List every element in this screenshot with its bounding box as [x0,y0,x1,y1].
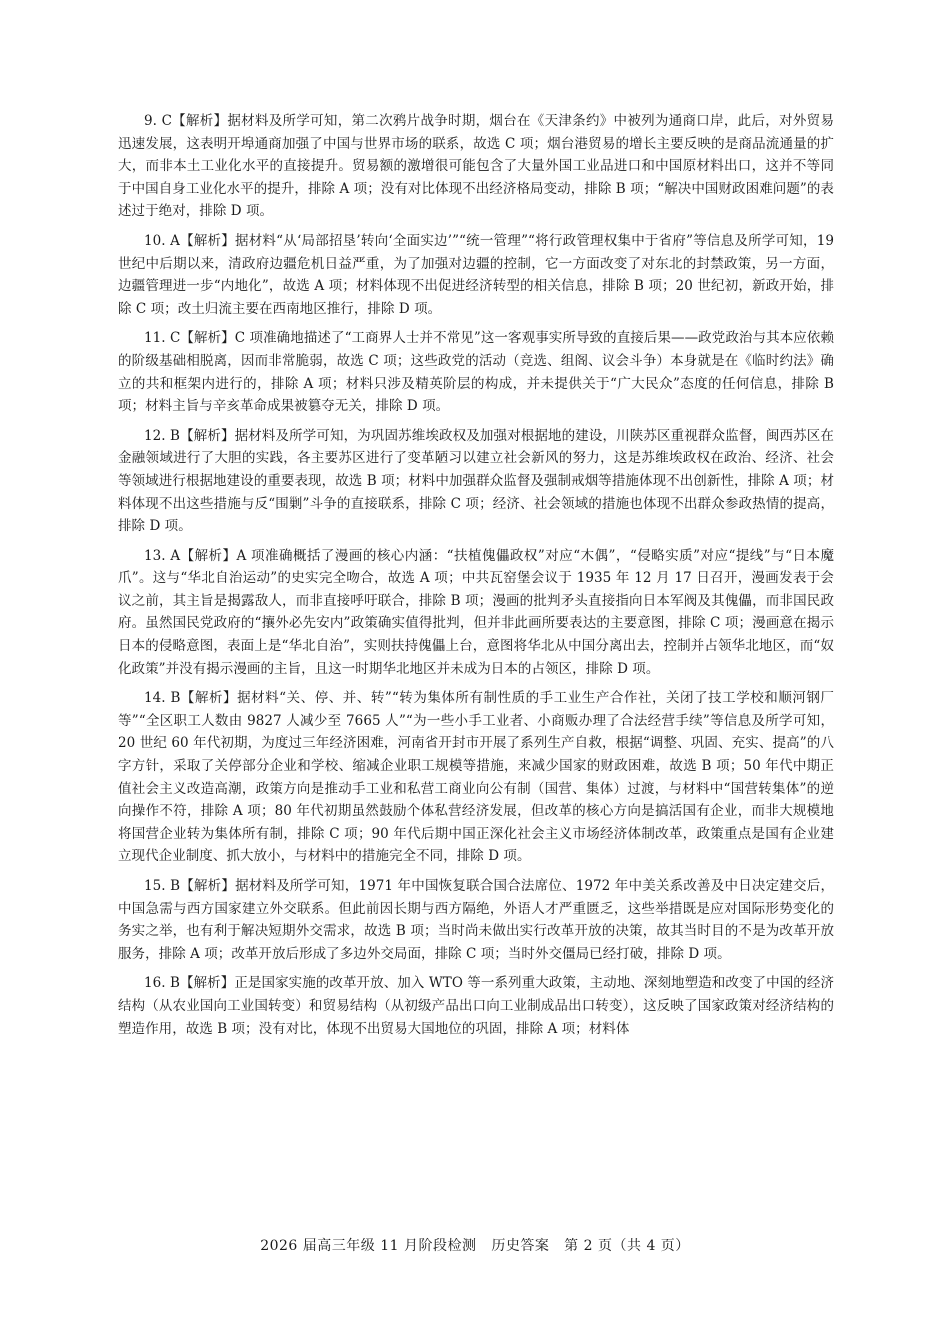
page-footer: 2026 届高三年级 11 月阶段检测 历史答案 第 2 页（共 4 页） [260,1238,690,1254]
answer-16: 16. B【解析】正是国家实施的改革开放、加入 WTO 等一系列重大政策，主动地、深刻地塑造和改变了中国的经济结构（从农业国向工业国转变）和贸易结构（从初级产品出口向工业制成品出口转变），这反映了国家政策对经济结构的塑造作用，故选 B 项；没有对比，体现不出贸易大国地位的巩固，排除 A 项；材料体 [118,975,834,1037]
answer-13: 13. A【解析】A 项准确概括了漫画的核心内涵：“扶植傀儡政权”对应“木偶”，“侵略实质”对应“提线”与“日本魔爪”。这与“华北自治运动”的史实完全吻合，故选 A 项；中共瓦窑堡会议于 1935 年 12 月 17 日召开，漫画发表于会议之前，其主旨是揭露敌人，而非直接呼吁联合，排除 B 项；漫画的批判矛头直接指向日本军阀及其傀儡，而非国民政府。虽然国民党政府的“攘外必先安内”政策确实值得批判，但并非此画所要表达的主要意图，排除 C 项；漫画意在揭示日本的侵略意图，表面上是“华北自治”，实则扶持傀儡上台，意图将华北从中国分离出去，控制并占领华北地区，而“奴化政策”并没有揭示漫画的主旨，且这一时期华北地区并未成为日本的占领区，排除 D 项。 [118,547,834,677]
answer-15: 15. B【解析】据材料及所学可知，1971 年中国恢复联合国合法席位、1972 年中美关系改善及中日决定建交后，中国急需与西方国家建立外交联系。但此前因长期与西方隔绝，外语人才严重匮乏，这些举措既是应对国际形势变化的务实之举，也有利于解决短期外交需求，故选 B 项；当时尚未做出实行改革开放的决策，故其当时目的不是为改革开放服务，排除 A 项；改革开放后形成了多边外交局面，排除 C 项；当时外交僵局已经打破，排除 D 项。 [118,878,834,962]
answer-10: 10. A【解析】据材料“从‘局部招垦’转向‘全面实边’”“统一管理”“将行政管理权集中于省府”等信息及所学可知，19 世纪中后期以来，清政府边疆危机日益严重，为了加强对边疆的控制，它一方面改变了对东北的封禁政策，另一方面，边疆管理进一步“内地化”，故选 A 项；材料体现不出促进经济转型的相关信息，排除 B 项；20 世纪初，新政开始，排除 C 项；改土归流主要在西南地区推行，排除 D 项。 [118,232,834,317]
answer-content [118,110,834,1047]
answer-14: 14. B【解析】据材料“关、停、并、转”“转为集体所有制性质的手工业生产合作社，关闭了技工学校和顺河钢厂等”“全区职工人数由 9827 人减少至 7665 人”“为一些小手工业者、小商贩办理了合法经营手续”等信息及所学可知，20 世纪 60 年代初期，为度过三年经济困难，河南省开封市开展了系列生产自救，根据“调整、巩固、充实、提高”的八字方针，采取了关停部分企业和学校、缩减企业职工规模等措施，来减少国家的财政困难，故选 B 项；50 年代中期正值社会主义改造高潮，政策方向是推动手工业和私营工商业向公有制（国营、集体）过渡，与材料中“国营转集体”的逆向操作不符，排除 A 项；80 年代初期虽然鼓励个体私营经济发展，但改革的核心方向是搞活国有企业，而非大规模地将国营企业转为集体所有制，排除 C 项；90 年代后期中国正深化社会主义市场经济体制改革，政策重点是国有企业建立现代企业制度、抓大放小，与材料中的措施完全不同，排除 D 项。 [118,690,834,865]
answer-12: 12. B【解析】据材料及所学可知，为巩固苏维埃政权及加强对根据地的建设，川陕苏区重视群众监督，闽西苏区在金融领域进行了大胆的实践，各主要苏区进行了变革陋习以建立社会新风的努力，这是苏维埃政权在政治、经济、社会等领域进行根据地建设的重要表现，故选 B 项；材料中加强群众监督及强制戒烟等措施体现不出创新性，排除 A 项；材料体现不出这些措施与反“围剿”斗争的直接联系，排除 C 项；经济、社会领域的措施也体现不出群众参政热情的提高，排除 D 项。 [118,427,834,535]
answer-9: 9. C【解析】据材料及所学可知，第二次鸦片战争时期，烟台在《天津条约》中被列为通商口岸，此后，对外贸易迅速发展，这表明开埠通商加强了中国与世界市场的联系，故选 C 项；烟台港贸易的增长主要反映的是商品流通量的扩大，而非本土工业化水平的直接提升。贸易额的激增很可能包含了大量外国工业品进口和中国原材料出口，这并不等同于中国自身工业化水平的提升，排除 A 项；没有对比体现不出经济格局变动，排除 B 项；“解决中国财政困难问题”的表述过于绝对，排除 D 项。 [118,113,834,220]
answer-11: 11. C【解析】C 项准确地描述了“工商界人士并不常见”这一客观事实所导致的直接后果——政党政治与其本应依赖的阶级基础相脱离，因而非常脆弱，故选 C 项；这些政党的活动（竞选、组阁、议会斗争）本身就是在《临时约法》确立的共和框架内进行的，排除 A 项；材料只涉及精英阶层的构成，并未提供关于“广大民众”态度的任何信息，排除 B 项；材料主旨与辛亥革命成果被篡夺无关，排除 D 项。 [118,330,834,415]
